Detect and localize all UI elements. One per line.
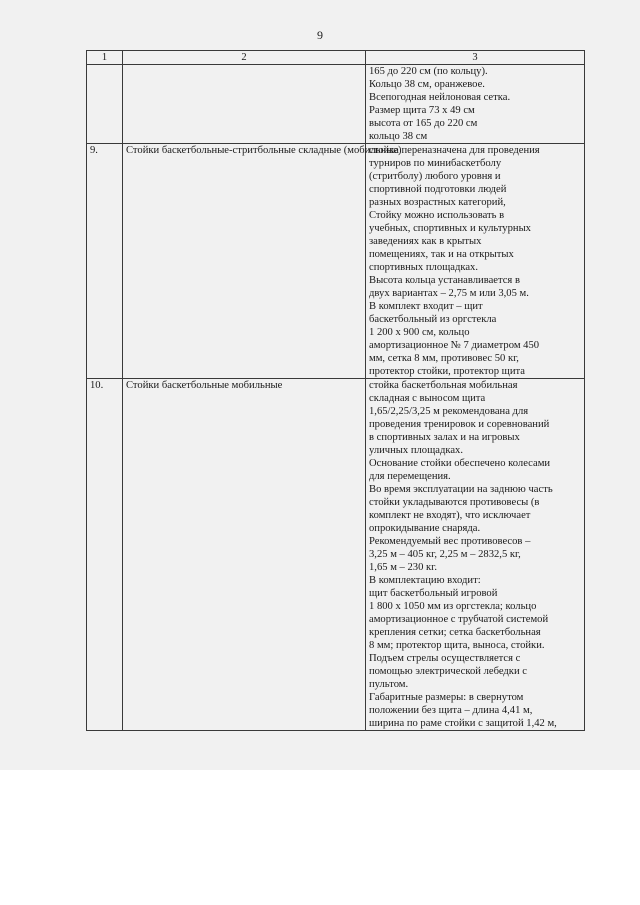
- page-number: 9: [317, 28, 323, 42]
- description-line: стойка баскетбольная мобильная: [369, 380, 518, 391]
- description-line: стойка переназначена для проведения: [369, 145, 540, 156]
- item-description: [366, 144, 585, 379]
- description-line: баскетбольный из оргстекла: [369, 314, 497, 325]
- description-line: протектор стойки, протектор щита: [369, 366, 525, 377]
- table-header-row: [87, 51, 585, 65]
- column-header-2: 2: [123, 51, 366, 65]
- item-name: [123, 65, 366, 144]
- description-line: уличных площадках.: [369, 445, 463, 456]
- description-line: 1 200 х 900 см, кольцо: [369, 327, 470, 338]
- description-line: амортизационное с трубчатой системой: [369, 614, 549, 625]
- row-number: [87, 65, 123, 144]
- description-line: 1,65 м – 230 кг.: [369, 562, 437, 573]
- specification-table: [86, 50, 585, 731]
- description-line: В комплектацию входит:: [369, 575, 481, 586]
- description-line: высота от 165 до 220 см: [369, 118, 478, 129]
- item-description: [366, 379, 585, 731]
- column-header-3: 3: [366, 51, 585, 65]
- description-line: проведения тренировок и соревнований: [369, 419, 550, 430]
- description-line: заведениях как в крытых: [369, 236, 482, 247]
- description-line: 1 800 х 1050 мм из оргстекла; кольцо: [369, 601, 537, 612]
- description-line: складная с выносом щита: [369, 393, 486, 404]
- item-description: [366, 65, 585, 144]
- description-line: В комплект входит – щит: [369, 301, 483, 312]
- description-line: помещениях, так и на открытых: [369, 249, 514, 260]
- item-name: Стойки баскетбольные мобильные: [123, 379, 366, 731]
- description-line: мм, сетка 8 мм, противовес 50 кг,: [369, 353, 519, 364]
- description-line: положении без щита – длина 4,41 м,: [369, 705, 533, 716]
- description-line: Кольцо 38 см, оранжевое.: [369, 79, 485, 90]
- description-line: 8 мм; протектор щита, выноса, стойки.: [369, 640, 545, 651]
- description-line: Стойку можно использовать в: [369, 210, 505, 221]
- description-line: разных возрастных категорий,: [369, 197, 506, 208]
- item-name: Стойки баскетбольные-стритбольные складные (мобильные): [123, 144, 366, 379]
- description-line: ширина по раме стойки с защитой 1,42 м,: [369, 718, 557, 729]
- description-line: 1,65/2,25/3,25 м рекомендована для: [369, 406, 529, 417]
- column-header-1: 1: [87, 51, 123, 65]
- description-line: Во время эксплуатации на заднюю часть: [369, 484, 553, 495]
- table-row: [87, 144, 585, 379]
- description-line: помощью электрической лебедки с: [369, 666, 527, 677]
- description-line: двух вариантах – 2,75 м или 3,05 м.: [369, 288, 529, 299]
- description-line: Высота кольца устанавливается в: [369, 275, 520, 286]
- description-line: амортизационное № 7 диаметром 450: [369, 340, 540, 351]
- description-line: учебных, спортивных и культурных: [369, 223, 531, 234]
- description-line: щит баскетбольный игровой: [369, 588, 498, 599]
- table-row: [87, 65, 585, 144]
- description-line: спортивных площадках.: [369, 262, 478, 273]
- table-row: [87, 379, 585, 731]
- description-line: комплект не входят), что исключает: [369, 510, 531, 521]
- description-line: пультом.: [369, 679, 409, 690]
- description-line: Основание стойки обеспечено колесами: [369, 458, 551, 469]
- description-line: 3,25 м – 405 кг, 2,25 м – 2832,5 кг,: [369, 549, 521, 560]
- description-line: стойки укладываются противовесы (в: [369, 497, 540, 508]
- description-line: опрокидывание снаряда.: [369, 523, 481, 534]
- description-line: турниров по минибаскетболу: [369, 158, 502, 169]
- description-line: 165 до 220 см (по кольцу).: [369, 66, 488, 77]
- description-line: для перемещения.: [369, 471, 451, 482]
- description-line: кольцо 38 см: [369, 131, 428, 142]
- description-line: в спортивных залах и на игровых: [369, 432, 520, 443]
- description-line: (стритболу) любого уровня и: [369, 171, 501, 182]
- description-line: Всепогодная нейлоновая сетка.: [369, 92, 511, 103]
- description-line: Подъем стрелы осуществляется с: [369, 653, 521, 664]
- description-line: Габаритные размеры: в свернутом: [369, 692, 524, 703]
- row-number: 10.: [87, 379, 123, 731]
- description-line: Рекомендуемый вес противовесов –: [369, 536, 531, 547]
- description-line: Размер щита 73 х 49 см: [369, 105, 475, 116]
- row-number: 9.: [87, 144, 123, 379]
- description-line: крепления сетки; сетка баскетбольная: [369, 627, 541, 638]
- description-line: спортивной подготовки людей: [369, 184, 507, 195]
